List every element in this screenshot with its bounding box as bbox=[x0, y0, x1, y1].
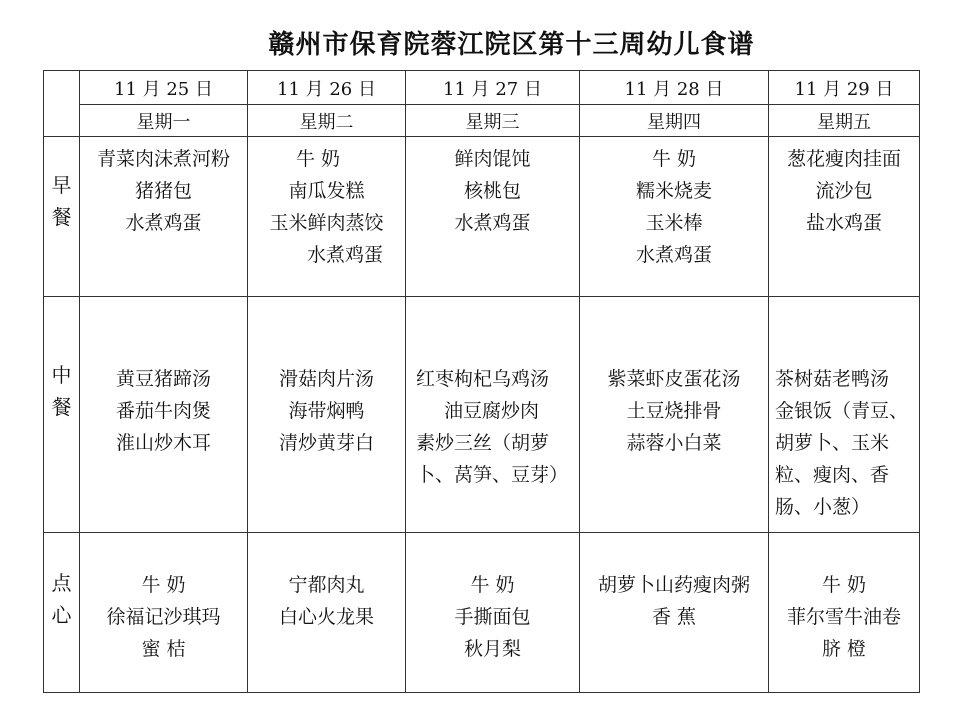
dish-item: 肠、小葱） bbox=[775, 496, 871, 518]
dish-item: 流沙包 bbox=[815, 180, 873, 202]
meal-label-char: 心 bbox=[51, 603, 72, 627]
menu-cell-fri-breakfast bbox=[769, 137, 920, 297]
meal-label-char: 早 bbox=[51, 173, 72, 197]
snack-label bbox=[44, 533, 80, 693]
meal-label-char: 点 bbox=[51, 571, 72, 595]
dish-item: 红枣枸杞乌鸡汤 bbox=[416, 368, 550, 390]
breakfast-label bbox=[44, 137, 80, 297]
dish-item: 玉米棒 bbox=[645, 212, 703, 234]
dish-item: 水煮鸡蛋 bbox=[454, 212, 531, 234]
dish-item: 水煮鸡蛋 bbox=[125, 212, 202, 234]
menu-cell-thu-lunch bbox=[580, 297, 769, 533]
dish-item: 牛 奶 bbox=[470, 574, 515, 596]
dish-item: 清炒黄芽白 bbox=[278, 432, 374, 454]
dish-item: 香 蕉 bbox=[651, 606, 697, 628]
dish-item: 滑菇肉片汤 bbox=[278, 368, 374, 390]
weekday-cell: 星期二 bbox=[248, 105, 406, 137]
menu-cell-mon-breakfast bbox=[80, 137, 248, 297]
dish-item: 脐 橙 bbox=[821, 638, 867, 660]
menu-cell-wed-breakfast bbox=[406, 137, 580, 297]
dish-item: 淮山炒木耳 bbox=[115, 432, 211, 454]
weekday-cell: 星期五 bbox=[769, 105, 920, 137]
dish-item: 胡萝卜山药瘦肉粥 bbox=[597, 574, 750, 596]
dish-item: 胡萝卜、玉米 bbox=[775, 432, 890, 454]
date-header-row bbox=[44, 71, 920, 105]
meal-label-char: 餐 bbox=[51, 205, 72, 229]
dish-item: 葱花瘦肉挂面 bbox=[786, 148, 901, 170]
menu-cell-thu-snack bbox=[580, 533, 769, 693]
menu-cell-fri-snack bbox=[769, 533, 920, 693]
dish-item: 蜜 桔 bbox=[141, 638, 186, 660]
menu-cell-mon-lunch bbox=[80, 297, 248, 533]
weekday-header-row bbox=[44, 105, 920, 137]
dish-item: 宁都肉丸 bbox=[288, 574, 365, 596]
page-title: 赣州市保育院蓉江院区第十三周幼儿食谱 bbox=[268, 30, 755, 60]
dish-item: 金银饭（青豆、 bbox=[775, 400, 909, 422]
dish-item: 盐水鸡蛋 bbox=[805, 212, 882, 234]
dish-item: 玉米鲜肉蒸饺 bbox=[269, 212, 384, 234]
dish-item: 白心火龙果 bbox=[278, 606, 374, 628]
date-cell: 11 月 29 日 bbox=[769, 71, 920, 105]
dish-item: 茶树菇老鸭汤 bbox=[775, 368, 890, 390]
dish-item: 牛 奶 bbox=[141, 574, 186, 596]
dish-item: 糯米烧麦 bbox=[635, 180, 712, 202]
dish-item: 牛 奶 bbox=[651, 148, 697, 170]
menu-table bbox=[43, 70, 920, 693]
corner-cell bbox=[44, 71, 80, 137]
dish-item: 水煮鸡蛋 bbox=[635, 244, 712, 266]
snack-row bbox=[44, 533, 920, 693]
dish-item: 紫菜虾皮蛋花汤 bbox=[607, 368, 741, 390]
dish-item: 水煮鸡蛋 bbox=[306, 244, 383, 266]
dish-item: 番茄牛肉煲 bbox=[115, 400, 211, 422]
lunch-label bbox=[44, 297, 80, 533]
dish-item: 卜、莴笋、豆芽） bbox=[416, 464, 569, 486]
dish-item: 徐福记沙琪玛 bbox=[106, 606, 221, 628]
dish-item: 核桃包 bbox=[463, 180, 521, 202]
menu-cell-tue-lunch bbox=[248, 297, 406, 533]
menu-cell-tue-breakfast bbox=[248, 137, 406, 297]
dish-item: 猪猪包 bbox=[134, 180, 192, 202]
dish-item: 鲜肉馄饨 bbox=[454, 148, 531, 170]
menu-cell-fri-lunch bbox=[769, 297, 920, 533]
date-cell: 11 月 27 日 bbox=[406, 71, 580, 105]
dish-item: 素炒三丝（胡萝 bbox=[416, 432, 550, 454]
dish-item: 青菜肉沫煮河粉 bbox=[96, 148, 230, 170]
dish-item: 手撕面包 bbox=[454, 606, 531, 628]
menu-cell-wed-snack bbox=[406, 533, 580, 693]
dish-item: 海带焖鸭 bbox=[288, 400, 365, 422]
dish-item: 菲尔雪牛油卷 bbox=[786, 606, 901, 628]
weekday-cell: 星期一 bbox=[80, 105, 248, 137]
menu-cell-tue-snack bbox=[248, 533, 406, 693]
dish-item: 南瓜发糕 bbox=[288, 180, 365, 202]
breakfast-row bbox=[44, 137, 920, 297]
dish-item: 牛 奶 bbox=[821, 574, 867, 596]
meal-label-char: 餐 bbox=[51, 395, 72, 419]
menu-cell-thu-breakfast bbox=[580, 137, 769, 297]
dish-item: 粒、瘦肉、香 bbox=[775, 464, 890, 486]
dish-item: 土豆烧排骨 bbox=[626, 400, 722, 422]
menu-cell-mon-snack bbox=[80, 533, 248, 693]
meal-label-char: 中 bbox=[51, 363, 72, 387]
weekday-cell: 星期四 bbox=[580, 105, 769, 137]
menu-cell-wed-lunch bbox=[406, 297, 580, 533]
dish-item: 秋月梨 bbox=[463, 638, 521, 660]
dish-item: 蒜蓉小白菜 bbox=[626, 432, 722, 454]
dish-item: 黄豆猪蹄汤 bbox=[115, 368, 211, 390]
weekday-cell: 星期三 bbox=[406, 105, 580, 137]
date-cell: 11 月 28 日 bbox=[580, 71, 769, 105]
lunch-row bbox=[44, 297, 920, 533]
date-cell: 11 月 26 日 bbox=[248, 71, 406, 105]
date-cell: 11 月 25 日 bbox=[80, 71, 248, 105]
dish-item: 牛 奶 bbox=[296, 148, 341, 170]
dish-item: 油豆腐炒肉 bbox=[444, 400, 540, 422]
